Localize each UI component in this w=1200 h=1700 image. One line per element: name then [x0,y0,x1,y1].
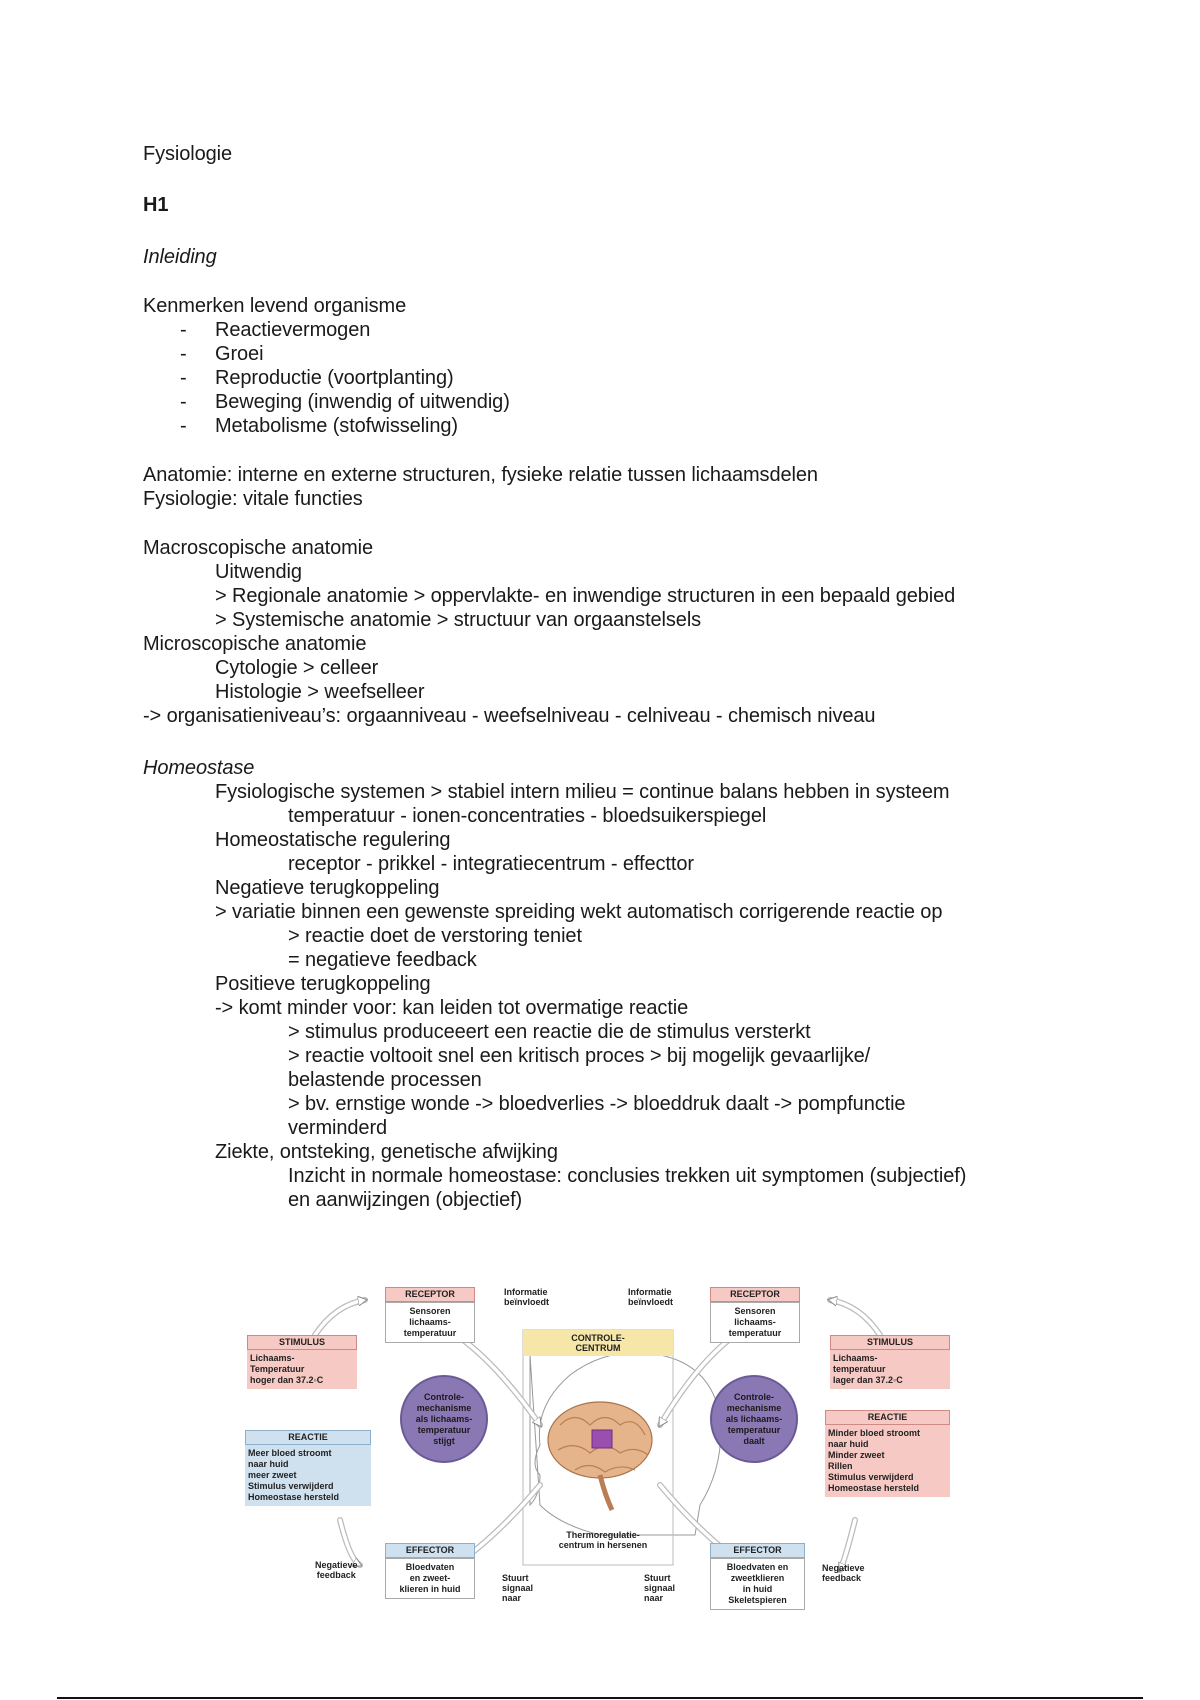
right-reactie-text: Minder bloed stroomt naar huid Minder zweet Rillen Stimulus verwijderd Homeostase hersteld [825,1425,950,1497]
text-line: > stimulus produceeert een reactie die de stimulus versterkt [288,1021,811,1043]
macro-regional: > Regionale anatomie > oppervlakte- en inwendige structuren in een bepaald gebied [215,585,956,607]
left-effector-title: EFFECTOR [385,1543,475,1558]
right-reactie-box [825,1410,950,1497]
fysiologie-definition: Fysiologie: vitale functies [143,488,363,510]
text-line: receptor - prikkel - integratiecentrum - effecttor [288,853,694,875]
left-control-mechanism: Controle- mechanisme als lichaams- temperatuur stijgt [400,1375,488,1463]
list-bullet: - [180,391,187,413]
left-stimulus-title: STIMULUS [247,1335,357,1350]
macro-system: > Systemische anatomie > structuur van orgaanstelsels [215,609,702,631]
section-heading-inleiding: Inleiding [143,246,217,268]
left-effector-text: Bloedvaten en zweet- klieren in huid [385,1558,475,1599]
right-receptor-text: Sensoren lichaams- temperatuur [710,1302,800,1343]
right-reactie-title: REACTIE [825,1410,950,1425]
macro-sub: Uitwendig [215,561,302,583]
right-control-mechanism: Controle- mechanisme als lichaams- temperatuur daalt [710,1375,798,1463]
right-receptor-title: RECEPTOR [710,1287,800,1302]
text-line: > reactie voltooit snel een kritisch proces > bij mogelijk gevaarlijke/ [288,1045,871,1067]
list-item: Groei [215,343,264,365]
left-stimulus-box [247,1335,357,1389]
left-stimulus-text: Lichaams- Temperatuur hoger dan 37.2◦C [247,1350,357,1389]
text-line: Negatieve terugkoppeling [215,877,440,899]
list-bullet: - [180,343,187,365]
text-line: belastende processen [288,1069,482,1091]
text-line: > variatie binnen een gewenste spreiding wekt automatisch corrigerende reactie op [215,901,943,923]
text-line: Ziekte, ontsteking, genetische afwijking [215,1141,558,1163]
left-signal-label: Stuurt signaal naar [502,1573,534,1603]
right-effector-text: Bloedvaten en zweetklieren in huid Skeletspieren [710,1558,805,1610]
right-info-label: Informatie beïnvloedt [628,1287,674,1307]
text-line: > reactie doet de verstoring teniet [288,925,582,947]
text-line: = negatieve feedback [288,949,477,971]
chapter-heading: H1 [143,194,169,216]
organisatie-line: -> organisatieniveau’s: orgaanniveau - weefselniveau - celniveau - chemisch niveau [143,705,876,727]
right-receptor-box [710,1287,800,1343]
left-info-label: Informatie beïnvloedt [504,1287,550,1307]
text-line: Positieve terugkoppeling [215,973,431,995]
left-effector-box [385,1543,475,1599]
macro-heading: Macroscopische anatomie [143,537,374,559]
right-effector-box [710,1543,805,1610]
micro-cyto: Cytologie > celleer [215,657,379,679]
anatomie-definition: Anatomie: interne en externe structuren, fysieke relatie tussen lichaamsdelen [143,464,818,486]
right-negative-feedback: Negatieve feedback [822,1563,865,1583]
left-reactie-title: REACTIE [245,1430,371,1445]
right-effector-title: EFFECTOR [710,1543,805,1558]
left-receptor-box [385,1287,475,1343]
left-negative-feedback: Negatieve feedback [315,1560,358,1580]
micro-heading: Microscopische anatomie [143,633,367,655]
list-item: Reactievermogen [215,319,371,341]
right-signal-label: Stuurt signaal naar [644,1573,676,1603]
left-reactie-box [245,1430,371,1506]
section-heading-homeostase: Homeostase [143,757,255,779]
list-bullet: - [180,319,187,341]
text-line: Inzicht in normale homeostase: conclusies trekken uit symptomen (subjectief) [288,1165,967,1187]
text-line: Homeostatische regulering [215,829,451,851]
text-line: verminderd [288,1117,388,1139]
left-receptor-text: Sensoren lichaams- temperatuur [385,1302,475,1343]
list-bullet: - [180,367,187,389]
thermoregulation-label: Thermoregulatie- centrum in hersenen [558,1530,648,1550]
text-line: en aanwijzingen (objectief) [288,1189,523,1211]
text-line: > bv. ernstige wonde -> bloedverlies -> bloeddruk daalt -> pompfunctie [288,1093,906,1115]
document-title: Fysiologie [143,143,233,165]
text-line: Fysiologische systemen > stabiel intern milieu = continue balans hebben in systeem [215,781,950,803]
text-line: -> komt minder voor: kan leiden tot overmatige reactie [215,997,689,1019]
right-stimulus-title: STIMULUS [830,1335,950,1350]
thermoregulation-figure [240,1275,960,1625]
kenmerken-heading: Kenmerken levend organisme [143,295,407,317]
list-item: Beweging (inwendig of uitwendig) [215,391,510,413]
left-reactie-text: Meer bloed stroomt naar huid meer zweet Stimulus verwijderd Homeostase hersteld [245,1445,371,1506]
control-center-label: CONTROLE- CENTRUM [571,1333,625,1353]
page-bottom-rule [57,1697,1143,1699]
text-line: temperatuur - ionen-concentraties - bloedsuikerspiegel [288,805,767,827]
list-bullet: - [180,415,187,437]
list-item: Metabolisme (stofwisseling) [215,415,458,437]
micro-histo: Histologie > weefselleer [215,681,425,703]
left-receptor-title: RECEPTOR [385,1287,475,1302]
right-stimulus-text: Lichaams- temperatuur lager dan 37.2◦C [830,1350,950,1389]
right-stimulus-box [830,1335,950,1389]
list-item: Reproductie (voortplanting) [215,367,454,389]
